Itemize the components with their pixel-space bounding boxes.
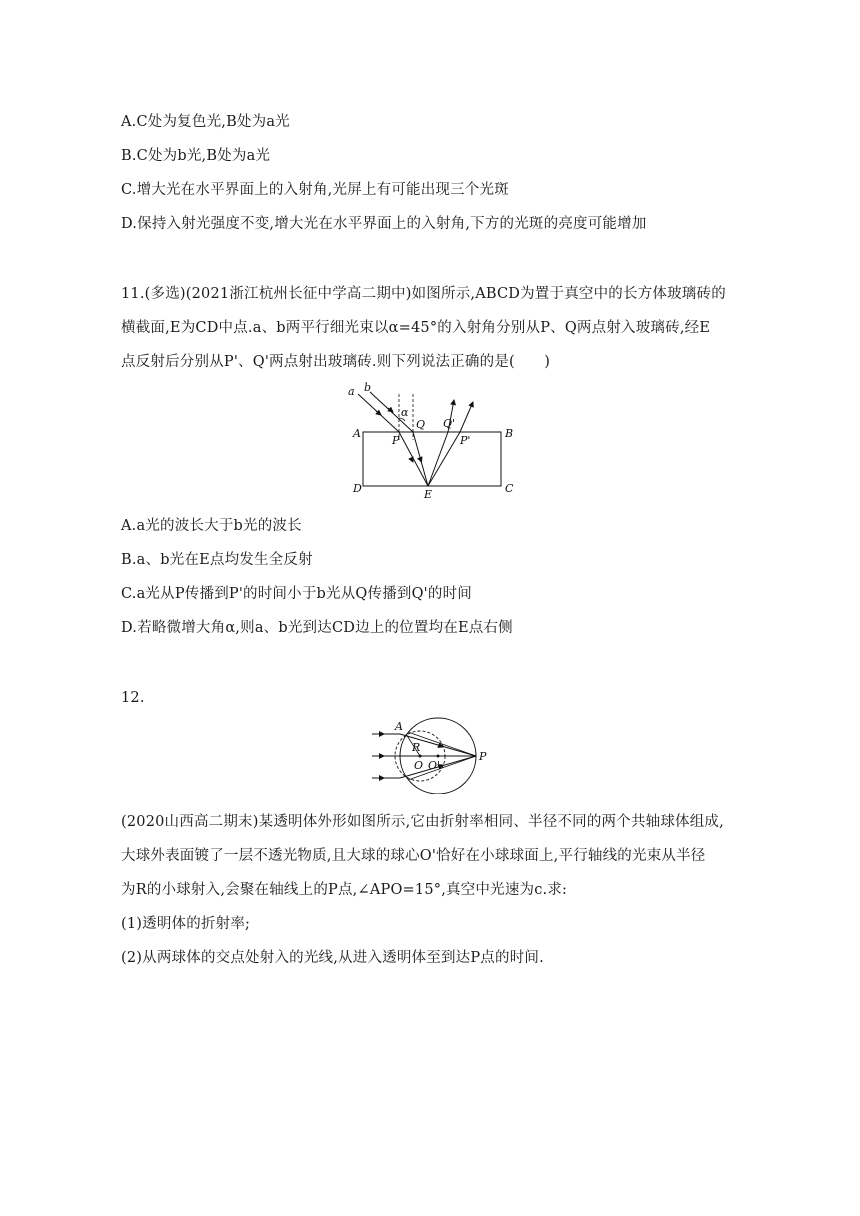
q11-stem-line-1: 11.(多选)(2021浙江杭州长征中学高二期中)如图所示,ABCD为置于真空中的长方体玻璃砖的 xyxy=(121,286,726,302)
q11-label-alpha: α xyxy=(401,406,409,419)
q11-label-Q-prime: Q' xyxy=(443,417,456,430)
q12-stem-line-3: 为R的小球射入,会聚在轴线上的P点,∠APO=15°,真空中光速为c.求: xyxy=(121,882,568,898)
q11-label-B: B xyxy=(505,427,514,440)
q11-label-P-prime: P' xyxy=(460,434,471,447)
q11-label-E: E xyxy=(424,488,433,500)
q12-number: 12. xyxy=(121,690,145,706)
q11-label-Q: Q xyxy=(416,418,426,431)
q12-label-O-prime: O' xyxy=(428,759,441,772)
q12-label-P: P xyxy=(479,750,487,763)
q11-option-a: A.a光的波长大于b光的波长 xyxy=(121,518,302,534)
q10-option-b: B.C处为b光,B处为a光 xyxy=(121,148,271,164)
q11-option-d: D.若略微增大角α,则a、b光到达CD边上的位置均在E点右侧 xyxy=(121,620,513,636)
q11-stem-line-3: 点反射后分别从P'、Q'两点射出玻璃砖.则下列说法正确的是( ) xyxy=(121,354,551,370)
q11-option-c: C.a光从P传播到P'的时间小于b光从Q传播到Q'的时间 xyxy=(121,586,472,602)
q12-label-A: A xyxy=(395,720,403,733)
q12-stem-line-1: (2020山西高二期末)某透明体外形如图所示,它由折射率相同、半径不同的两个共轴球体组成, xyxy=(121,814,724,830)
q11-label-b: b xyxy=(364,381,372,394)
q12-label-O: O xyxy=(414,759,424,772)
q11-label-C: C xyxy=(505,482,514,495)
q11-label-A: A xyxy=(353,427,361,440)
q12-label-R: R xyxy=(412,741,421,754)
q12-stem-line-2: 大球外表面镀了一层不透光物质,且大球的球心O'恰好在小球球面上,平行轴线的光束从半径 xyxy=(121,848,706,864)
q11-option-b: B.a、b光在E点均发生全反射 xyxy=(121,552,313,568)
q12-part-2: (2)从两球体的交点处射入的光线,从进入透明体至到达P点的时间. xyxy=(121,950,544,966)
q12-part-1: (1)透明体的折射率; xyxy=(121,916,251,932)
q11-label-a: a xyxy=(348,385,355,398)
q11-stem-line-2: 横截面,E为CD中点.a、b两平行细光束以α=45°的入射角分别从P、Q两点射入玻璃砖,经E xyxy=(121,320,711,336)
q11-figure xyxy=(340,380,530,500)
q10-option-d: D.保持入射光强度不变,增大光在水平界面上的入射角,下方的光斑的亮度可能增加 xyxy=(121,216,647,232)
q10-option-a: A.C处为复色光,B处为a光 xyxy=(121,114,290,130)
q11-label-P: P xyxy=(392,434,400,447)
q12-figure xyxy=(368,712,498,794)
q10-option-c: C.增大光在水平界面上的入射角,光屏上有可能出现三个光斑 xyxy=(121,182,509,198)
q11-label-D: D xyxy=(353,482,362,495)
